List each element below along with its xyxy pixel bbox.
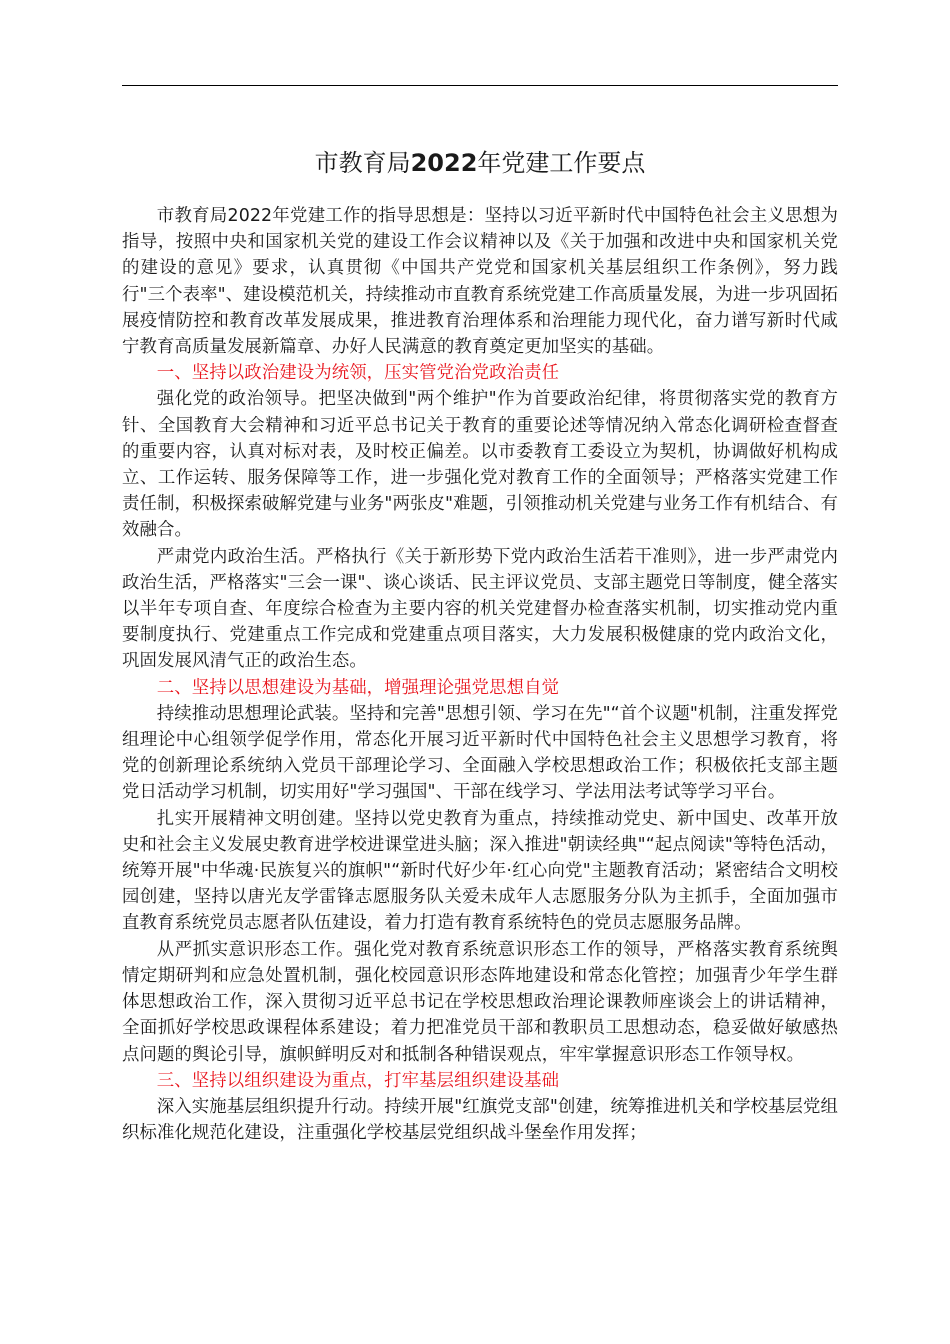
title-prefix: 市教育局 [314,149,411,177]
section-heading-3: 三、坚持以组织建设为重点，打牢基层组织建设基础 [156,1070,560,1091]
title-suffix: 年党建工作要点 [477,149,646,177]
section-heading-1: 一、坚持以政治建设为统领，压实管党治党政治责任 [156,363,560,384]
body-paragraph: 持续推动思想理论武装。坚持和完善"思想引领、学习在先"“首个议题"机制，注重发挥党组理论中心组领学促学作用，常态化开展习近平新时代中国特色社会主义思想学习教育，将党的创新理论系统纳入党员干部理论学习、全面融入学校思想政治工作；积极依托支部主题党日活动学习机制，切实用好"学习强国"、干部在线学习、学法用法考试等学习平台。 [122,703,838,803]
intro-paragraph: 市教育局2022年党建工作的指导思想是：坚持以习近平新时代中国特色社会主义思想为指导，按照中央和国家机关党的建设工作会议精神以及《关于加强和改进中央和国家机关党的建设的意见》要求，认真贯彻《中国共产党党和国家机关基层组织工作条例》，努力践行"三个表率"、建设模范机关，持续推动市直教育系统党建工作高质量发展，为进一步巩固拓展疫情防控和教育改革发展成果，推进教育治理体系和治理能力现代化，奋力谱写新时代咸宁教育高质量发展新篇章、办好人民满意的教育奠定更加坚实的基础。 [122,206,838,358]
header-rule [122,85,838,86]
document-title [122,145,838,181]
section-heading-2: 二、坚持以思想建设为基础，增强理论强党思想自觉 [156,677,560,698]
body-paragraph: 强化党的政治领导。把坚决做到"两个维护"作为首要政治纪律，将贯彻落实党的教育方针、全国教育大会精神和习近平总书记关于教育的重要论述等情况纳入常态化调研检查督查的重要内容，认真对标对表，及时校正偏差。以市委教育工委设立为契机，协调做好机构成立、工作运转、服务保障等工作，进一步强化党对教育工作的全面领导；严格落实党建工作责任制，积极探索破解党建与业务"两张皮"难题，引领推动机关党建与业务工作有机结合、有效融合。 [122,389,838,541]
body-paragraph: 严肃党内政治生活。严格执行《关于新形势下党内政治生活若干准则》，进一步严肃党内政治生活，严格落实"三会一课"、谈心谈话、民主评议党员、支部主题党日等制度，健全落实以半年专项自查、年度综合检查为主要内容的机关党建督办检查落实机制，切实推动党内重要制度执行、党建重点工作完成和党建重点项目落实，大力发展积极健康的党内政治文化，巩固发展风清气正的政治生态。 [122,546,838,672]
body-paragraph: 从严抓实意识形态工作。强化党对教育系统意识形态工作的领导，严格落实教育系统舆情定期研判和应急处置机制，强化校园意识形态阵地建设和常态化管控；加强青少年学生群体思想政治工作，深入贯彻习近平总书记在学校思想政治理论课教师座谈会上的讲话精神，全面抓好学校思政课程体系建设；着力把准党员干部和教职员工思想动态，稳妥做好敏感热点问题的舆论引导，旗帜鲜明反对和抵制各种错误观点，牢牢掌握意识形态工作领导权。 [122,939,838,1065]
body-paragraph: 扎实开展精神文明创建。坚持以党史教育为重点，持续推动党史、新中国史、改革开放史和社会主义发展史教育进学校进课堂进头脑；深入推进"朝读经典"“起点阅读"等特色活动，统筹开展"中华魂·民族复兴的旗帜"“新时代好少年·红心向党"主题教育活动；紧密结合文明校园创建，坚持以唐光友学雷锋志愿服务队关爱未成年人志愿服务分队为主抓手，全面加强市直教育系统党员志愿者队伍建设，着力打造有教育系统特色的党员志愿服务品牌。 [122,808,838,934]
title-year: 2022 [410,149,478,177]
document-body [122,203,838,1146]
body-paragraph: 深入实施基层组织提升行动。持续开展"红旗党支部"创建，统筹推进机关和学校基层党组织标准化规范化建设，注重强化学校基层党组织战斗堡垒作用发挥； [122,1096,838,1144]
